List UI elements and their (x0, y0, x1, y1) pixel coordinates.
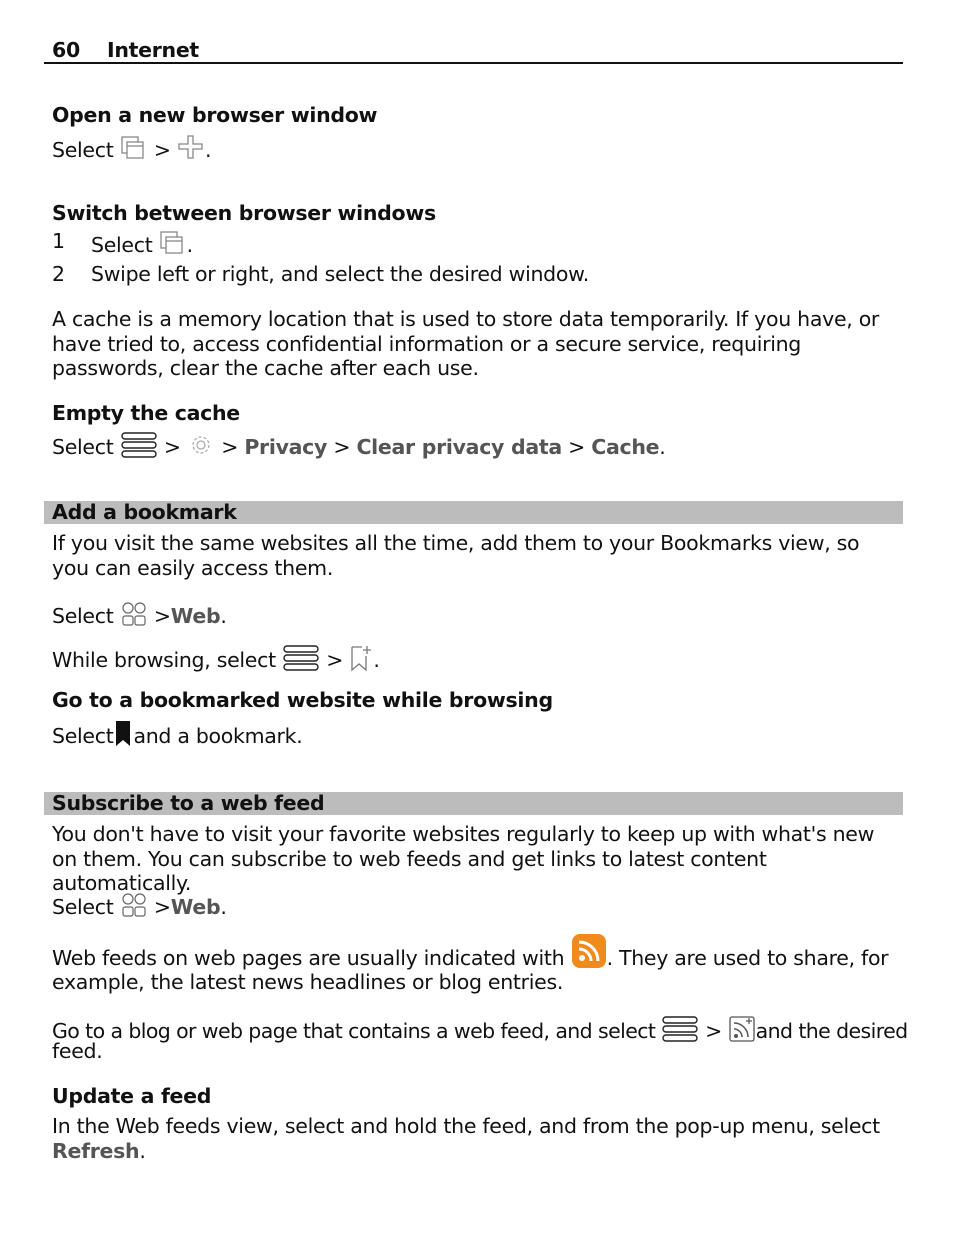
section-band-add-bookmark (44, 501, 903, 524)
separator: > (221, 434, 239, 459)
add-bookmark-select-web (52, 600, 227, 634)
select-text: Select (91, 232, 153, 257)
separator: > (163, 434, 181, 459)
goto-blog-line-1 (52, 1015, 908, 1049)
open-window-instruction (52, 134, 211, 168)
period: . (220, 603, 227, 628)
goto-blog-text-a: Go to a blog or web page that contains a web feed, and select (52, 1018, 656, 1043)
separator: > (326, 647, 344, 672)
apps-icon (120, 891, 148, 925)
menu-icon (282, 644, 320, 678)
section-band-web-feed (44, 792, 903, 815)
update-feed-paragraph (52, 1114, 902, 1163)
go-bookmark-instruction (52, 720, 302, 754)
step-number: 1 (52, 229, 65, 253)
step-2-text: Swipe left or right, and select the desired window. (91, 262, 589, 286)
menu-icon (120, 431, 158, 465)
select-text: Select (52, 434, 114, 459)
step-1-text (91, 229, 193, 263)
period: . (373, 647, 380, 672)
separator: > (705, 1018, 722, 1043)
heading-open-window: Open a new browser window (52, 103, 378, 127)
separator: > (153, 894, 171, 919)
header-rule (44, 62, 903, 64)
heading-update-feed: Update a feed (52, 1084, 212, 1108)
settings-icon (187, 431, 215, 465)
period: . (659, 434, 666, 459)
menu-web: Web (170, 603, 221, 628)
empty-cache-instruction (52, 431, 665, 465)
heading-switch-windows: Switch between browser windows (52, 201, 436, 225)
while-browsing-text: While browsing, select (52, 647, 276, 672)
separator: > (333, 434, 351, 459)
apps-icon (120, 600, 148, 634)
heading-go-bookmark: Go to a bookmarked website while browsing (52, 688, 553, 712)
cache-paragraph: A cache is a memory location that is used to store data temporarily. If you have, or have tried to, access confidential information or a secure service, requiring passwords, clear the cache after each use. (52, 307, 880, 380)
heading-empty-cache: Empty the cache (52, 401, 240, 425)
section-title: Subscribe to a web feed (52, 791, 325, 815)
select-text: Select (52, 137, 114, 162)
while-browsing-instruction (52, 644, 380, 678)
go-bookmark-rest: and a bookmark. (133, 723, 303, 748)
section-title: Add a bookmark (52, 500, 237, 524)
period: . (186, 232, 193, 257)
step-number: 2 (52, 262, 65, 286)
update-feed-text: In the Web feeds view, select and hold the feed, and from the pop-up menu, select (52, 1114, 880, 1138)
add-bookmark-intro: If you visit the same websites all the time, add them to your Bookmarks view, so you can easily access them. (52, 531, 860, 580)
separator: > (153, 137, 171, 162)
menu-web: Web (170, 894, 221, 919)
feed-indicated-text-a: Web feeds on web pages are usually indicated with (52, 945, 565, 970)
windows-icon (120, 134, 148, 168)
select-text: Select (52, 723, 114, 748)
step-2 (52, 262, 65, 287)
period: . (205, 137, 212, 162)
select-text: Select (52, 603, 114, 628)
separator: > (568, 434, 586, 459)
select-text: Select (52, 894, 114, 919)
add-bookmark-icon (349, 644, 373, 678)
menu-cache: Cache (591, 434, 660, 459)
period: . (139, 1138, 146, 1163)
menu-refresh: Refresh (52, 1138, 140, 1163)
goto-blog-text-b: and the desired (755, 1018, 908, 1043)
feed-indicated-text-b: . They are used to share, for (606, 945, 889, 970)
bookmark-icon (115, 720, 131, 754)
windows-icon (159, 229, 187, 263)
page-number: 60 (52, 38, 80, 62)
chapter-title: Internet (107, 38, 199, 62)
menu-clear-privacy-data: Clear privacy data (356, 434, 562, 459)
web-feed-page-icon (728, 1015, 756, 1049)
menu-icon (661, 1015, 699, 1049)
new-window-icon (177, 134, 205, 168)
web-feed-intro: You don't have to visit your favorite websites regularly to keep up with what's new on them. You can subscribe to web feeds and get links to latest content automatically. (52, 822, 875, 895)
rss-feed-icon (571, 933, 607, 975)
step-1 (52, 229, 65, 254)
goto-blog-line-2: feed. (52, 1039, 103, 1063)
feed-indicated-line-2: example, the latest news headlines or blog entries. (52, 970, 564, 994)
web-feed-select-web (52, 891, 227, 925)
menu-privacy: Privacy (244, 434, 328, 459)
separator: > (153, 603, 171, 628)
period: . (220, 894, 227, 919)
